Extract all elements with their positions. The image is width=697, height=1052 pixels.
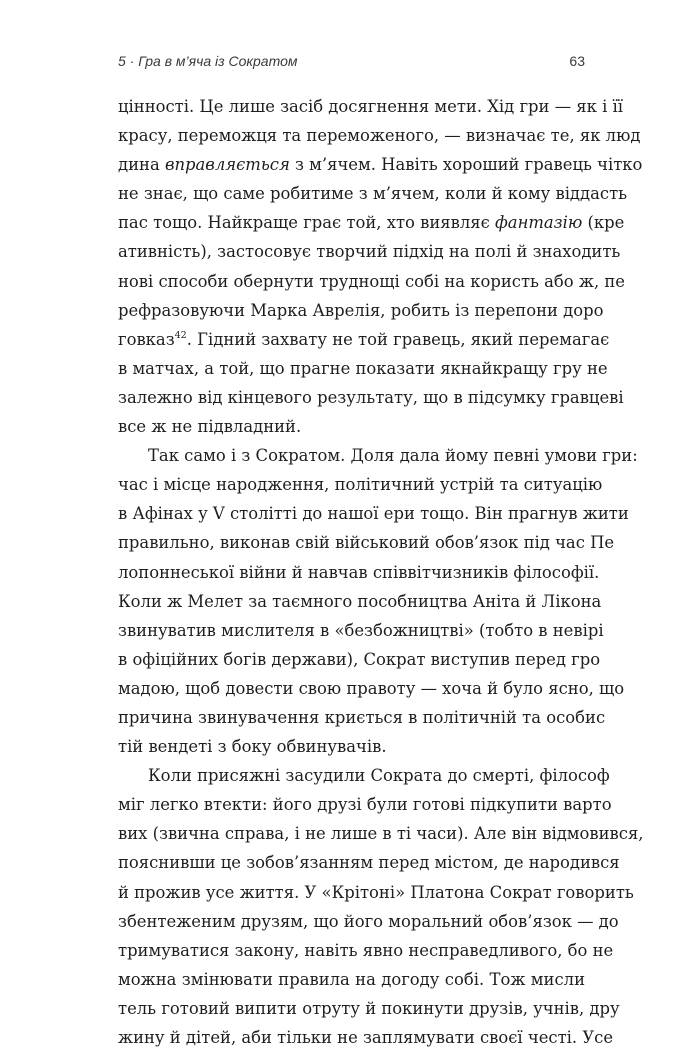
text-run: тель готовий випити отруту й покинути друзів, учнів, дру — [118, 998, 620, 1018]
text-run: в офіційних богів держави), Сократ виступив перед гро — [118, 649, 601, 669]
text-line — [118, 499, 629, 528]
text-run: (кре — [582, 213, 625, 233]
text-run: пас тощо. Найкраще грає той, хто виявляє — [118, 213, 495, 233]
text-line — [118, 994, 620, 1023]
text-run: час і місце народження, політичний устрій та ситуацію — [118, 475, 603, 495]
text-line — [118, 1023, 614, 1052]
text-line — [118, 907, 619, 936]
text-run: жину й дітей, аби тільки не заплямувати своєї честі. Усе — [118, 1028, 614, 1047]
text-line — [118, 703, 606, 732]
text-run: Так само і з Сократом. Доля дала йому певні умови гри: — [148, 446, 638, 466]
text-run: й прожив усе життя. У «Крітоні» Платона Сократ говорить — [118, 882, 634, 902]
text-line — [118, 645, 601, 674]
text-run: тій вендеті з боку обвинувачів. — [118, 737, 387, 757]
text-line — [118, 470, 603, 499]
text-run: не знає, що саме робитиме з м’ячем, коли й кому віддасть — [118, 184, 628, 204]
text-line — [118, 878, 634, 907]
text-run: мадою, щоб довести свою правоту — хоча й було ясно, що — [118, 678, 625, 698]
text-line — [118, 965, 585, 994]
text-run: тримуватися закону, навіть явно несправедливого, бо не — [118, 940, 614, 960]
text-line — [118, 558, 600, 587]
text-run: цінності. Це лише засіб досягнення мети. Хід гри — як і її — [118, 97, 624, 116]
text-run: все ж не підвладний. — [118, 417, 302, 437]
text-line — [118, 354, 608, 383]
text-line — [118, 267, 625, 296]
text-run: вих (звична справа, і не лише в ті часи). Але він відмовився, — [118, 824, 644, 844]
text-line — [118, 761, 610, 790]
text-run: красу, переможця та переможеного, — визначає те, як люд — [118, 126, 641, 146]
footnote-ref: 42 — [174, 329, 187, 341]
text-run: залежно від кінцевого результату, що в підсумку гравцеві — [118, 387, 624, 407]
text-run: збентеженим друзям, що його моральний обов’язок — до — [118, 911, 619, 931]
text-run: говказ — [118, 329, 175, 349]
text-run: дина — [118, 155, 165, 175]
text-line — [118, 92, 624, 121]
text-line — [118, 732, 585, 761]
emphasis: фантазію — [494, 213, 583, 233]
text-run: нові способи обернути труднощі собі на користь або ж, пе — [118, 271, 625, 291]
text-run: ативність), застосовує творчий підхід на полі й знаходить — [118, 242, 621, 262]
text-run: можна змінювати правила на догоду собі. Тож мисли — [118, 969, 585, 989]
text-run: в матчах, а той, що прагне показати якнайкращу гру не — [118, 358, 608, 378]
text-line — [118, 121, 641, 150]
text-line — [118, 936, 614, 965]
text-run: звинуватив мислителя в «безбожництві» (тобто в невірі — [118, 620, 604, 640]
text-line — [118, 208, 625, 237]
text-line — [118, 296, 604, 325]
text-run: . Гідний захвату не той гравець, який перемагає — [186, 329, 610, 349]
page-number: 63 — [569, 53, 585, 69]
text-line — [118, 150, 643, 179]
text-run: рефразовуючи Марка Аврелія, робить із перепони доро — [118, 300, 604, 320]
running-head: 5 · Гра в м’яча із Сократом — [118, 53, 298, 69]
text-line — [118, 179, 628, 208]
text-line — [118, 383, 624, 412]
text-run: Коли ж Мелет за таємного пособництва Аніта й Лікона — [118, 591, 602, 611]
text-run: правильно, виконав свій військовий обов’язок під час Пе — [118, 533, 615, 553]
page-header — [118, 50, 585, 72]
text-line — [118, 237, 621, 266]
text-line — [118, 790, 612, 819]
text-run: міг легко втекти: його друзі були готові підкупити варто — [118, 795, 612, 815]
text-run: в Афінах у V столітті до нашої ери тощо. Він прагнув жити — [118, 504, 629, 524]
text-run: Коли присяжні засудили Сократа до смерті, філософ — [148, 766, 610, 786]
text-line — [118, 674, 625, 703]
text-line — [118, 441, 638, 470]
text-line — [118, 412, 585, 441]
text-line — [118, 587, 602, 616]
text-run: з м’ячем. Навіть хороший гравець чітко — [289, 155, 643, 175]
text-line — [118, 616, 604, 645]
text-line — [118, 325, 610, 354]
text-line — [118, 848, 620, 877]
text-line — [118, 528, 615, 557]
text-run: лопоннеської війни й навчав співвітчизників філософії. — [118, 562, 600, 582]
text-line — [118, 819, 644, 848]
text-run: пояснивши це зобов’язанням перед містом, де народився — [118, 853, 620, 873]
emphasis: вправляється — [164, 155, 290, 175]
body-text — [118, 92, 644, 1052]
text-run: причина звинувачення криється в політичній та особис — [118, 707, 606, 727]
